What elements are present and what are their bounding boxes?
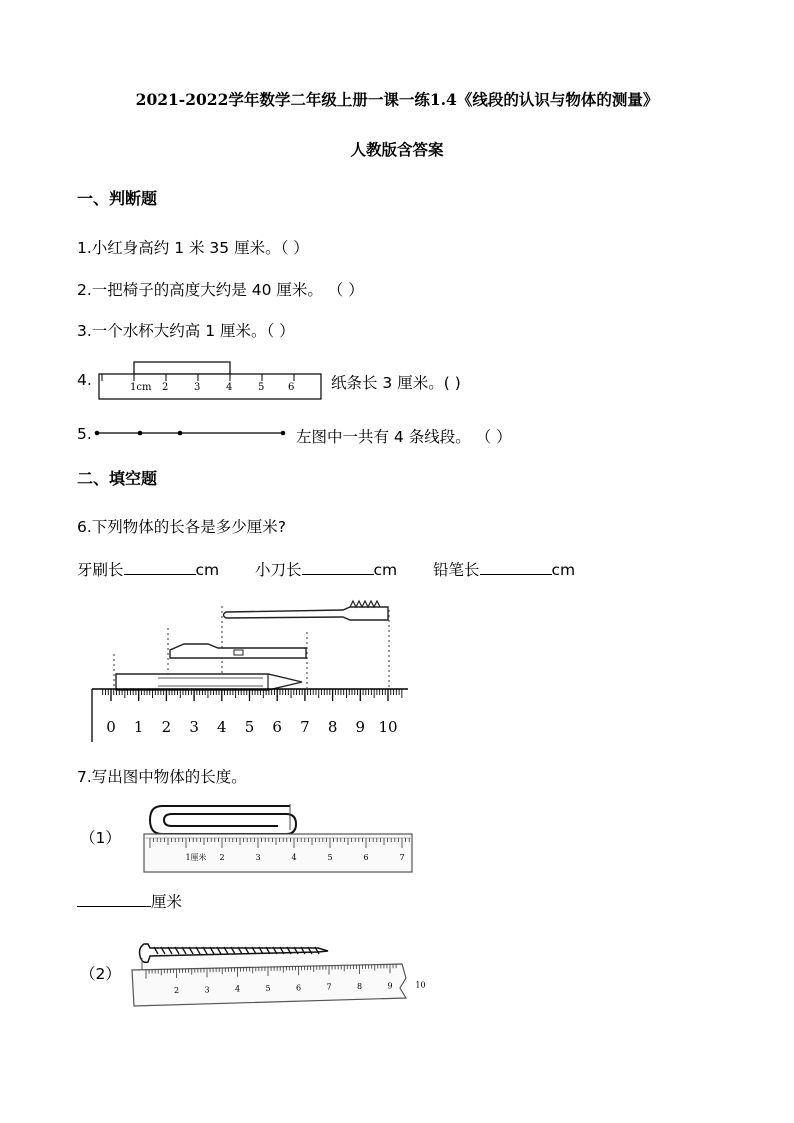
question-5-number: 5. [77,425,92,443]
ruler-label: 5 [327,853,333,862]
question-6: 6.下列物体的长各是多少厘米? [77,518,287,536]
ruler-label: 1cm [130,382,152,393]
ruler-body [144,834,412,872]
pencil [116,674,302,690]
ruler-label: 4 [291,853,297,862]
paperclip [150,806,296,834]
segment-point [178,431,183,436]
paperclip-ruler-figure [140,800,422,876]
paperclip-unit: 厘米 [151,893,183,911]
ruler-label: 10 [415,980,426,990]
ruler-label: 4 [226,382,233,393]
question-4-text: 纸条长 3 厘米。( ) [331,374,461,392]
ruler-label: 2 [219,853,225,862]
ruler-label: 6 [295,983,302,993]
section-heading-fill-blank: 二、填空题 [77,469,158,488]
ruler-label: 7 [326,982,332,992]
toothbrush-answer-line [77,558,219,580]
ruler-label: 8 [327,718,338,736]
knife-blank[interactable] [302,560,374,575]
ruler-label: 3 [255,853,261,862]
paper-strip [134,362,230,374]
ruler-label: 7 [399,853,405,862]
question-1: 1.小红身高约 1 米 35 厘米。（ ） [77,239,309,257]
screw [140,944,329,962]
ruler-label: 2 [161,718,172,736]
pencil-label: 铅笔长 [433,561,480,579]
question-7: 7.写出图中物体的长度。 [77,768,247,786]
paperclip-blank[interactable] [77,892,151,907]
pencil-answer-line [433,558,575,580]
ruler-label: 5 [244,718,255,736]
pocket-knife [170,644,306,658]
question-7-part-1-label: （1） [80,829,121,847]
ruler-label: 5 [258,382,265,393]
ruler-label: 6 [272,718,282,736]
toothbrush-label: 牙刷长 [77,561,124,579]
ruler-label: 7 [300,718,310,736]
ruler-label: 6 [363,853,369,862]
question-7-part-2-label: （2） [80,965,121,983]
ruler-label: 4 [234,984,241,994]
toothbrush [224,601,389,620]
ruler-label: 3 [194,382,201,393]
toothbrush-unit: cm [195,561,220,579]
segment-point [138,431,143,436]
ruler-label: 3 [204,985,210,995]
knife-label: 小刀长 [255,561,302,579]
ruler-label: 9 [387,981,393,991]
ruler-label: 1厘米 [185,853,207,862]
question-2: 2.一把椅子的高度大约是 40 厘米。 （ ） [77,281,364,299]
ruler-label: 6 [288,382,295,393]
ruler-ticks [103,689,402,701]
objects-on-ruler-figure [88,592,413,744]
toothbrush-blank[interactable] [124,560,196,575]
ruler-label: 8 [356,981,363,991]
document-subtitle: 人教版含答案 [350,140,444,159]
document-title: 2021-2022学年数学二年级上册一课一练1.4《线段的认识与物体的测量》 [135,90,659,109]
pencil-unit: cm [551,561,576,579]
segment-point [281,431,286,436]
knife-answer-line [255,558,397,580]
ruler-label: 3 [189,718,199,736]
question-3: 3.一个水杯大约高 1 厘米。（ ） [77,322,295,340]
question-5-text: 左图中一共有 4 条线段。 （ ） [296,428,512,446]
question-7-part-1-answer [77,890,182,912]
ruler-label: 5 [265,983,271,993]
ruler-label: 4 [217,718,227,736]
section-heading-judgement: 一、判断题 [77,189,158,208]
ruler-label: 2 [173,986,180,996]
question-4-number: 4. [77,371,92,389]
ruler-label: 0 [106,718,116,736]
knife-unit: cm [373,561,398,579]
ruler-labels [106,718,397,736]
ruler-label: 2 [162,382,169,393]
line-segment-figure [92,426,288,440]
ruler-label: 10 [378,718,398,736]
screw-ruler-figure [128,938,426,1010]
paper-strip-ruler-figure [98,360,324,402]
ruler-label: 9 [355,718,366,736]
segment-point [95,431,100,436]
pencil-blank[interactable] [480,560,552,575]
ruler-label: 1 [133,718,144,736]
